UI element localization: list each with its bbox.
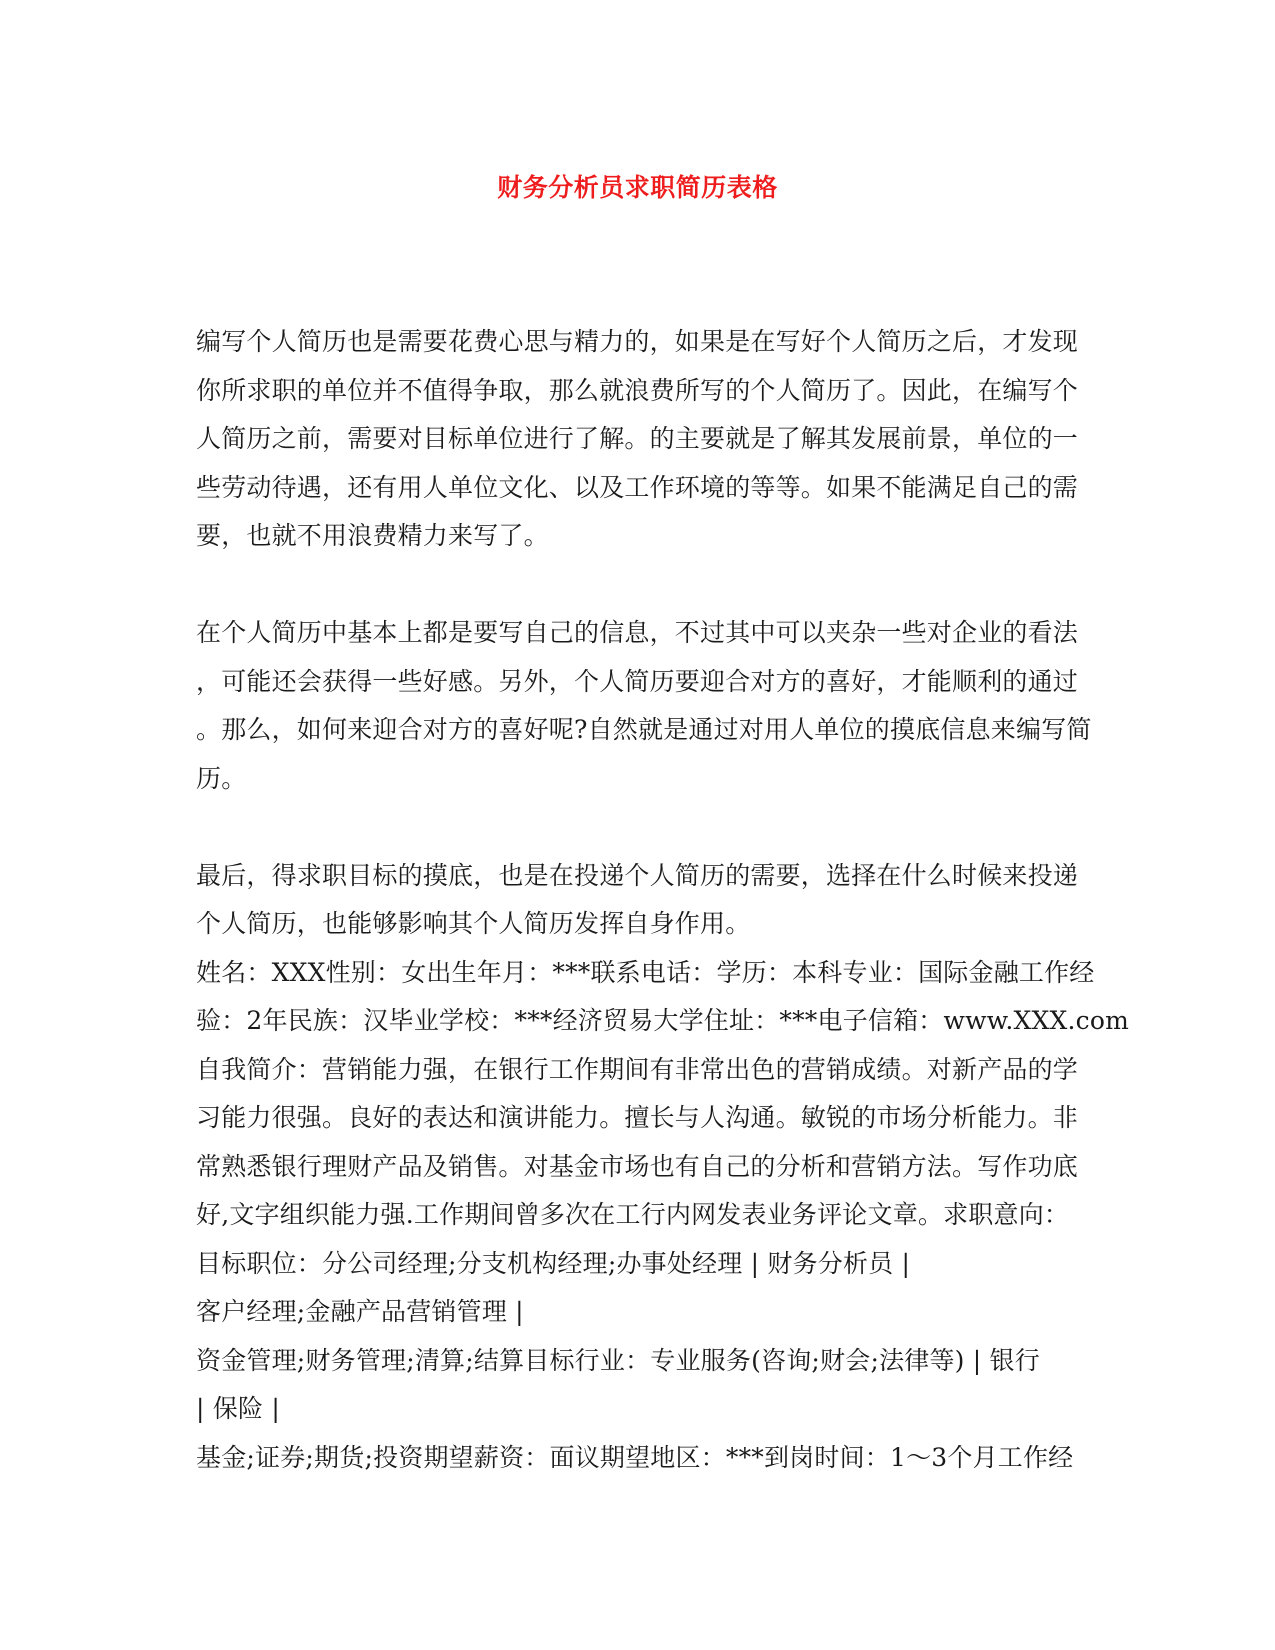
self-intro-line: 好,文字组织能力强.工作期间曾多次在工行内网发表业务评论文章。求职意向： <box>196 1200 1070 1229</box>
text-line: 在个人简历中基本上都是要写自己的信息，不过其中可以夹杂一些对企业的看法 <box>196 618 1079 647</box>
text-line: 要，也就不用浪费精力来写了。 <box>196 521 549 550</box>
self-intro-line: 自我简介：营销能力强，在银行工作期间有非常出色的营销成绩。对新产品的学 <box>196 1054 1079 1084</box>
personal-info-line: 验：2年民族：汉毕业学校：***经济贸易大学住址：***电子信箱：www.XXX.com <box>196 1006 1129 1035</box>
text-line: 个人简历，也能够影响其个人简历发挥自身作用。 <box>196 909 751 938</box>
text-line: 编写个人简历也是需要花费心思与精力的，如果是在写好个人简历之后，才发现 <box>196 327 1079 356</box>
text-line: 你所求职的单位并不值得争取，那么就浪费所写的个人简历了。因此，在编写个 <box>196 375 1079 405</box>
job-intention-line: | 保险 | <box>196 1394 280 1423</box>
text-line: 些劳动待遇，还有用人单位文化、以及工作环境的等等。如果不能满足自己的需 <box>196 472 1079 502</box>
job-intention-line: 资金管理;财务管理;清算;结算目标行业：专业服务(咨询;财会;法律等) | 银行 <box>196 1345 1040 1375</box>
paragraph-intro <box>196 318 1079 561</box>
job-intention-line: 目标职位：分公司经理;分支机构经理;办事处经理 | 财务分析员 | <box>196 1248 911 1278</box>
paragraph-resume-content <box>196 852 1129 1483</box>
text-line: 。那么，如何来迎合对方的喜好呢?自然就是通过对用人单位的摸底信息来编写简 <box>196 715 1092 744</box>
paragraph-gap <box>196 561 1076 610</box>
text-line: 人简历之前，需要对目标单位进行了解。的主要就是了解其发展前景，单位的一 <box>196 424 1079 453</box>
text-line: 历。 <box>196 763 247 793</box>
self-intro-line: 习能力很强。良好的表达和演讲能力。擅长与人沟通。敏锐的市场分析能力。非 <box>196 1103 1079 1132</box>
document-title: 财务分析员求职简历表格 <box>497 173 778 202</box>
text-line: ，可能还会获得一些好感。另外，个人简历要迎合对方的喜好，才能顺利的通过 <box>196 666 1079 696</box>
document-body <box>196 318 1129 1482</box>
job-intention-line: 基金;证券;期货;投资期望薪资：面议期望地区：***到岗时间：1～3个月工作经 <box>196 1442 1074 1472</box>
job-intention-line: 客户经理;金融产品营销管理 | <box>196 1297 524 1326</box>
self-intro-line: 常熟悉银行理财产品及销售。对基金市场也有自己的分析和营销方法。写作功底 <box>196 1151 1079 1181</box>
text-line: 最后，得求职目标的摸底，也是在投递个人简历的需要，选择在什么时候来投递 <box>196 860 1079 890</box>
paragraph-resume-tips <box>196 609 1092 803</box>
personal-info-line: 姓名：XXX性别：女出生年月：***联系电话：学历：本科专业：国际金融工作经 <box>196 957 1095 987</box>
paragraph-gap <box>196 803 1076 852</box>
